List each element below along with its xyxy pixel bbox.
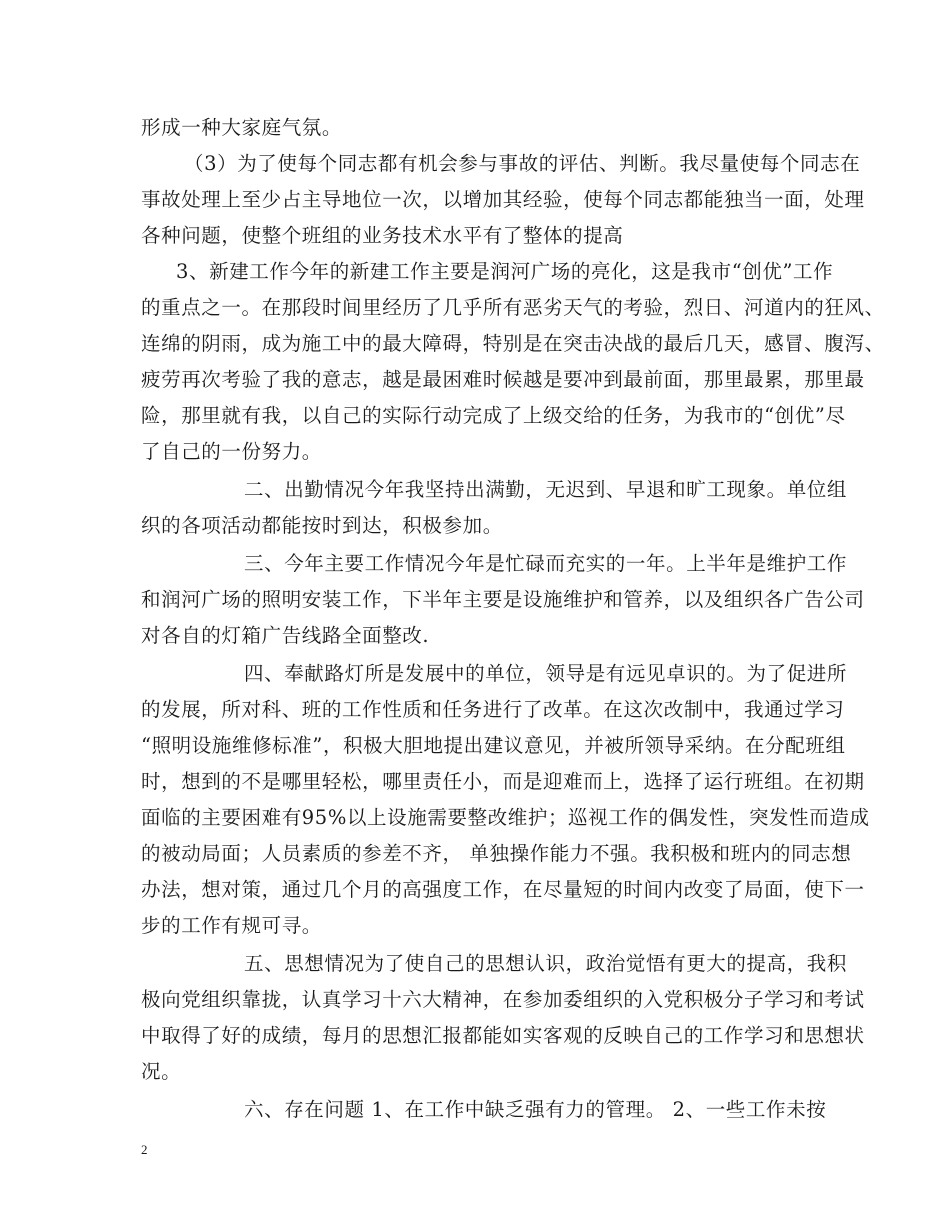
text-line: 六、存在问题 1、在工作中缺乏强有力的管理。 2、一些工作未按 bbox=[244, 1098, 827, 1121]
text-line: 四、奉献路灯所是发展中的单位，领导是有远见卓识的。为了促进所 bbox=[244, 662, 848, 685]
text-line: 步的工作有规可寻。 bbox=[141, 914, 322, 937]
text-line: 时，想到的不是哪里轻松，哪里责任小，而是迎难而上，选择了运行班组。在初期 bbox=[141, 770, 865, 793]
text-line: 的发展，所对科、班的工作性质和任务进行了改革。在这次改制中，我通过学习 bbox=[141, 698, 845, 721]
text-line: 五、思想情况为了使自己的思想认识，政治觉悟有更大的提高，我积 bbox=[244, 952, 848, 975]
page-number: 2 bbox=[141, 1142, 148, 1157]
text-line: 对各自的灯箱广告线路全面整改. bbox=[141, 624, 430, 647]
text-line: 的重点之一。在那段时间里经历了几乎所有恶劣天气的考验，烈日、河道内的狂风、 bbox=[141, 296, 885, 319]
text-line: 事故处理上至少占主导地位一次，以增加其经验，使每个同志都能独当一面，处理 bbox=[141, 188, 865, 211]
text-line: 和润河广场的照明安装工作，下半年主要是设施维护和管养，以及组织各广告公司 bbox=[141, 588, 865, 611]
text-line: 面临的主要困难有95%以上设施需要整改维护；巡视工作的偶发性，突发性而造成 bbox=[141, 806, 870, 829]
text-line: 极向党组织靠拢，认真学习十六大精神，在参加委组织的入党积极分子学习和考试 bbox=[141, 988, 865, 1011]
text-line: 3、新建工作今年的新建工作主要是润河广场的亮化，这是我市“创优”工作 bbox=[176, 260, 834, 283]
text-line: （3）为了使每个同志都有机会参与事故的评估、判断。我尽量使每个同志在 bbox=[184, 152, 861, 175]
text-line: 三、今年主要工作情况今年是忙碌而充实的一年。上半年是维护工作 bbox=[244, 552, 848, 575]
text-line: 各种问题，使整个班组的业务技术水平有了整体的提高 bbox=[141, 224, 624, 247]
text-line: 疲劳再次考验了我的意志，越是最困难时候越是要冲到最前面，那里最累，那里最 bbox=[141, 368, 865, 391]
text-line: 二、出勤情况今年我坚持出满勤，无迟到、早退和旷工现象。单位组 bbox=[244, 478, 848, 501]
text-line: 连绵的阴雨，成为施工中的最大障碍，特别是在突击决战的最后几天，感冒、腹泻、 bbox=[141, 332, 885, 355]
text-line: 了自己的一份努力。 bbox=[141, 440, 322, 463]
text-line: 办法，想对策，通过几个月的高强度工作，在尽量短的时间内改变了局面，使下一 bbox=[141, 878, 865, 901]
text-line: 况。 bbox=[141, 1060, 182, 1083]
text-line: 险，那里就有我，以自己的实际行动完成了上级交给的任务，为我市的“创优”尽 bbox=[141, 404, 846, 427]
text-line: 形成一种大家庭气氛。 bbox=[141, 116, 343, 139]
text-line: 中取得了好的成绩，每月的思想汇报都能如实客观的反映自己的工作学习和思想状 bbox=[141, 1024, 865, 1047]
text-line: 的被动局面；人员素质的参差不齐， 单独操作能力不强。我积极和班内的同志想 bbox=[141, 842, 852, 865]
text-line: 织的各项活动都能按时到达，积极参加。 bbox=[141, 514, 503, 537]
text-line: “照明设施维修标准”，积极大胆地提出建议意见，并被所领导采纳。在分配班组 bbox=[141, 734, 846, 757]
